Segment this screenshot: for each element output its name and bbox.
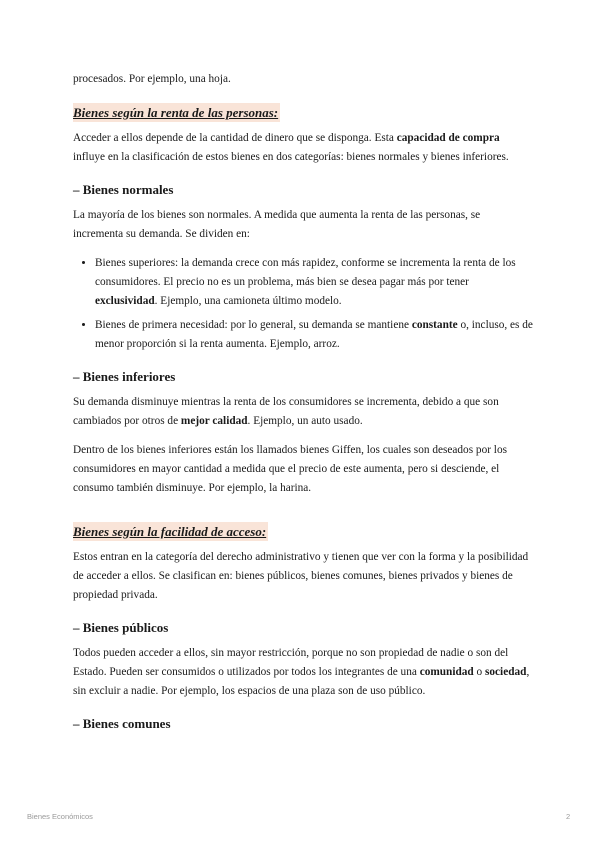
list-item: • Bienes de primera necesidad: por lo general, su demanda se mantiene constante o, incluso, es de menor proporción si la renta aumenta. Ejemplo, arroz. (95, 316, 533, 354)
bold-constante: constante (411, 319, 458, 331)
bienes-inferiores-paragraph-2: Dentro de los bienes inferiores están los llamados bienes Giffen, los cuales son deseados por los consumidores en mayor cantidad a medida que el precio de este aumenta, pero si desciende, el consumo también disminuye. Por ejemplo, la harina. (73, 444, 507, 494)
page-content (73, 70, 533, 740)
bienes-publicos-paragraph: Todos pueden acceder a ellos, sin mayor restricción, porque no son propiedad de nadie o son del Estado. Pueden ser consumidos o utilizados por todos los integrantes de una comunidad o sociedad, sin excluir a nadie. Por ejemplo, los espacios de una plaza son de uso público. (73, 647, 530, 697)
footer-page-number: 2 (566, 812, 571, 821)
bold-comunidad: comunidad (419, 666, 474, 678)
bienes-normales-list (73, 254, 533, 354)
bienes-inferiores-heading: – Bienes inferiores (73, 369, 176, 384)
list-item: • Bienes superiores: la demanda crece con más rapidez, conforme se incrementa la renta de los consumidores. El precio no es un problema, más bien se desea pagar más por tener exclusividad. Ejemplo, una camioneta último modelo. (95, 254, 533, 311)
section-renta-title: Bienes según la renta de las personas: (73, 105, 279, 120)
bienes-normales-paragraph: La mayoría de los bienes son normales. A medida que aumenta la renta de las personas, se incrementa su demanda. Se dividen en: (73, 209, 481, 240)
bold-capacidad-compra: capacidad de compra (396, 132, 500, 144)
intro-paragraph: procesados. Por ejemplo, una hoja. (73, 73, 231, 85)
bienes-normales-heading: – Bienes normales (73, 182, 174, 197)
bold-exclusividad: exclusividad (95, 295, 155, 307)
bold-sociedad: sociedad (485, 666, 527, 678)
section-acceso-paragraph: Estos entran en la categoría del derecho administrativo y tienen que ver con la forma y la posibilidad de acceder a ellos. Se clasifican en: bienes públicos, bienes comunes, bienes privados y bienes de propiedad privada. (73, 551, 529, 601)
section-renta-paragraph: Acceder a ellos depende de la cantidad de dinero que se disponga. Esta capacidad de compra influye en la clasificación de estos bienes en dos categorías: bienes normales y bienes inferiores. (73, 132, 509, 163)
bienes-publicos-heading: – Bienes públicos (73, 620, 169, 635)
bienes-inferiores-paragraph-1: Su demanda disminuye mientras la renta de los consumidores se incrementa, debido a que son cambiados por otros de mejor calidad. Ejemplo, un auto usado. (73, 396, 499, 427)
bold-mejor-calidad: mejor calidad (180, 415, 248, 427)
bienes-comunes-heading: – Bienes comunes (73, 716, 171, 731)
footer-document-title: Bienes Económicos (27, 812, 93, 821)
section-acceso-title: Bienes según la facilidad de acceso: (73, 524, 267, 539)
